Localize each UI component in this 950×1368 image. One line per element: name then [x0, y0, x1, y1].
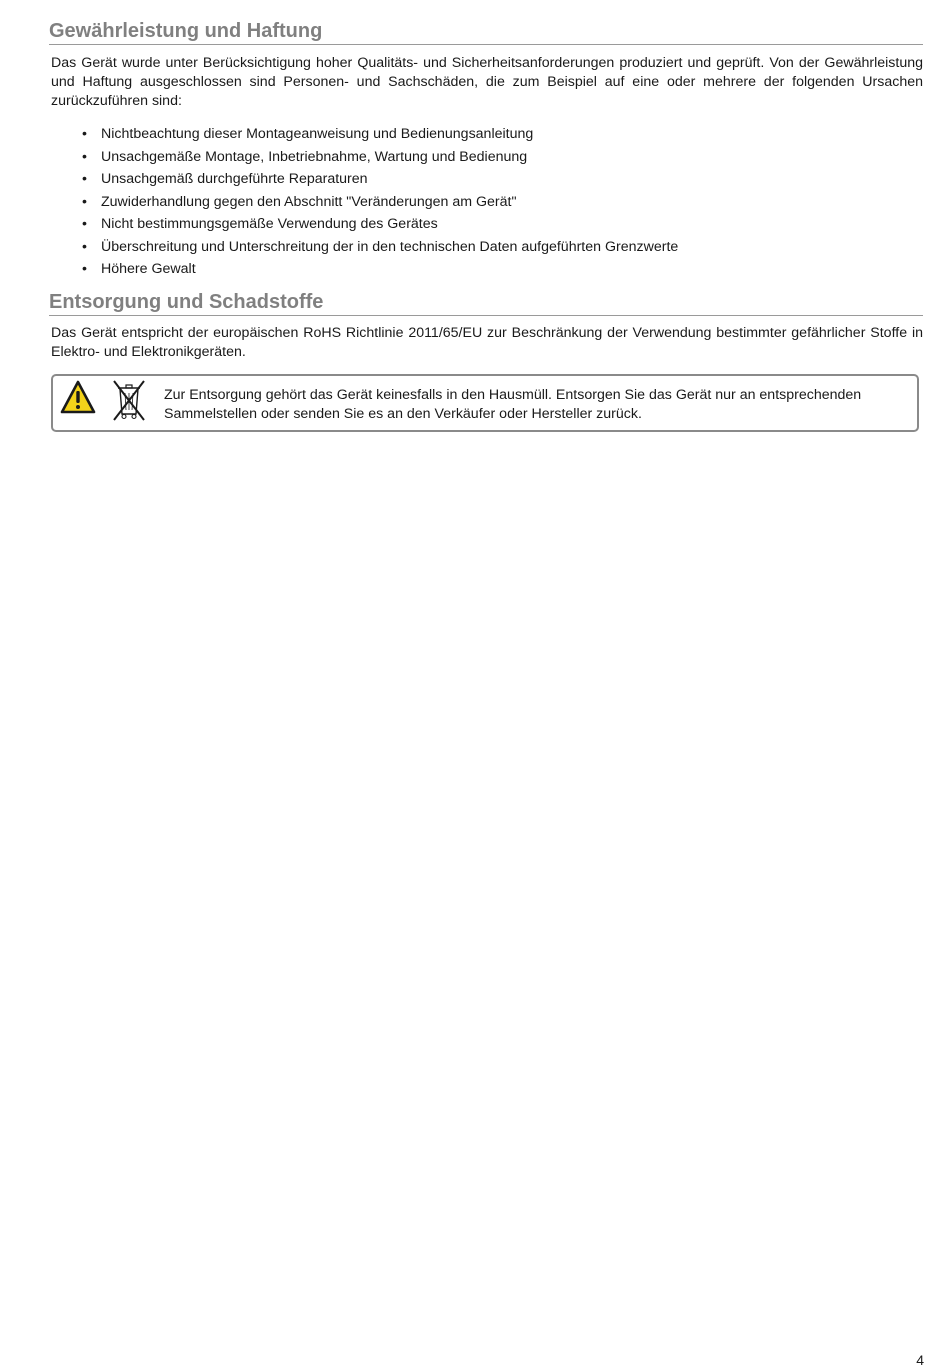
disposal-notice-box	[51, 374, 919, 432]
disposal-heading: Entsorgung und Schadstoffe	[49, 291, 923, 316]
bullet: •	[82, 216, 87, 232]
list-item-text: Zuwiderhandlung gegen den Abschnitt "Veränderungen am Gerät"	[101, 193, 517, 210]
bullet: •	[82, 261, 87, 277]
list-item-text: Unsachgemäß durchgeführte Reparaturen	[101, 171, 368, 187]
warranty-heading: Gewährleistung und Haftung	[49, 20, 923, 45]
bullet: •	[82, 238, 87, 255]
list-item	[80, 146, 900, 169]
list-item	[80, 123, 900, 146]
list-item-text: Überschreitung und Unterschreitung der in den technischen Daten aufgeführten Grenzwerte	[101, 238, 679, 255]
warranty-intro-paragraph: Das Gerät wurde unter Berücksichtigung hoher Qualitäts- und Sicherheitsanforderungen produziert und geprüft. Von der Gewährleistung und Haftung ausgeschlossen sind Personen- und Sachschäden, die zum Beispiel auf eine oder mehrere der folgenden Ursachen zurückzuführen sind:	[51, 55, 923, 109]
crossed-out-bin-icon	[111, 379, 147, 422]
list-item-text: Höhere Gewalt	[101, 261, 196, 277]
list-item	[80, 236, 900, 259]
bullet: •	[82, 126, 87, 142]
bullet: •	[82, 148, 87, 165]
list-item-text: Nicht bestimmungsgemäße Verwendung des Gerätes	[101, 216, 438, 232]
disposal-notice-text: Zur Entsorgung gehört das Gerät keinesfalls in den Hausmüll. Entsorgen Sie das Gerät nur an entsprechenden Sammelstellen oder senden Sie es an den Verkäufer oder Hersteller zurück.	[164, 387, 862, 422]
list-item	[80, 258, 900, 281]
warranty-exclusions-list	[80, 123, 900, 281]
bullet: •	[82, 193, 87, 210]
list-item	[80, 168, 900, 191]
list-item	[80, 191, 900, 214]
list-item-text: Nichtbeachtung dieser Montageanweisung und Bedienungsanleitung	[101, 126, 534, 142]
warning-triangle-icon	[60, 380, 96, 414]
bullet: •	[82, 171, 87, 187]
disposal-paragraph: Das Gerät entspricht der europäischen RoHS Richtlinie 2011/65/EU zur Beschränkung der Verwendung bestimmter gefährlicher Stoffe in Elektro- und Elektronikgeräten.	[51, 325, 923, 360]
page-number: 4	[916, 1352, 924, 1368]
list-item	[80, 213, 900, 236]
list-item-text: Unsachgemäße Montage, Inbetriebnahme, Wartung und Bedienung	[101, 148, 528, 165]
